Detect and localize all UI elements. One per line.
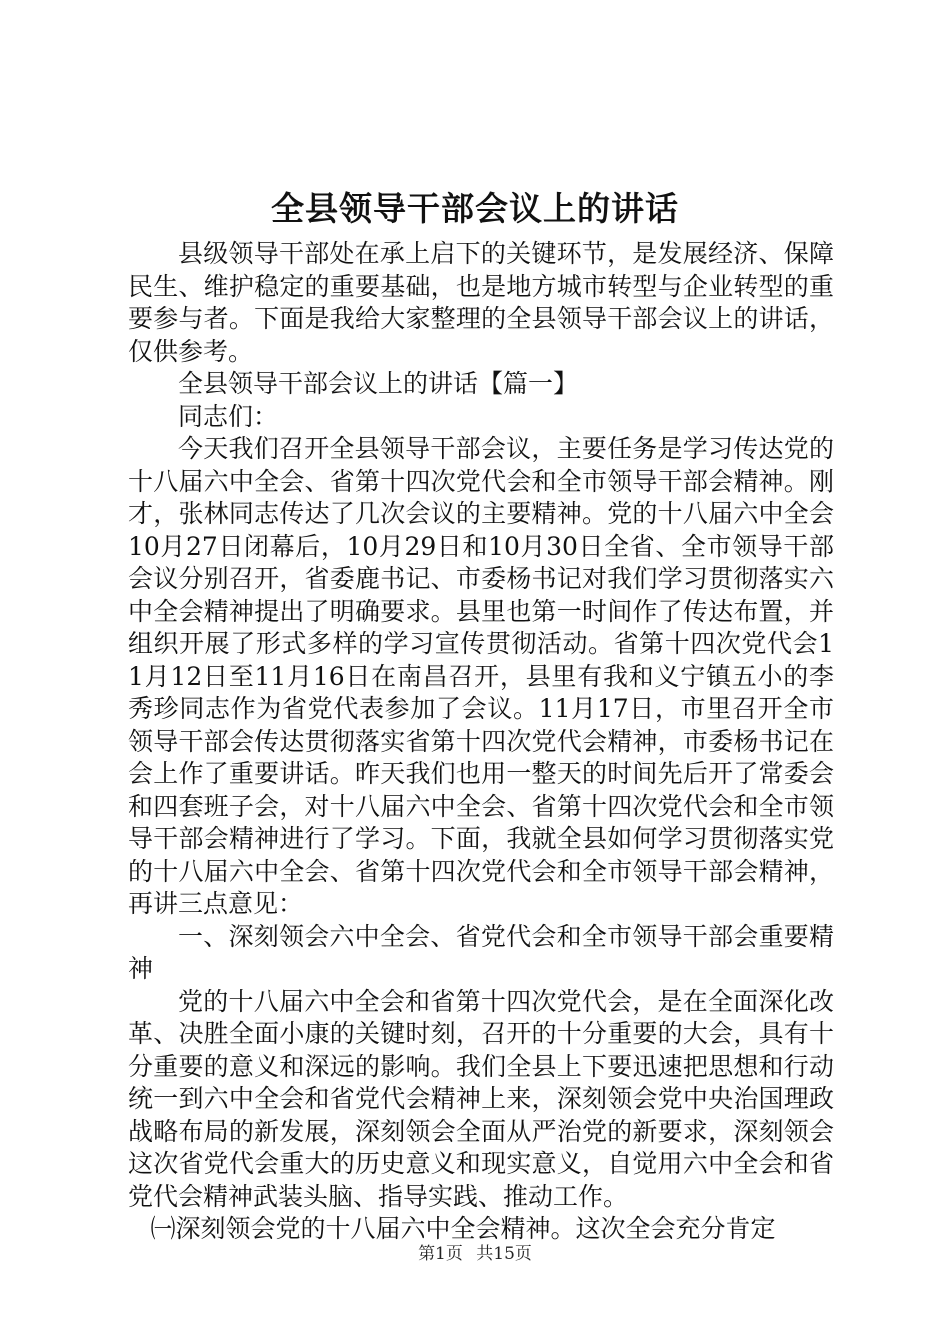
point-heading: 一、深刻领会六中全会、省党代会和全市领导干部会重要精神 — [128, 921, 834, 983]
section-heading: 全县领导干部会议上的讲话【篇一】 — [178, 369, 579, 398]
document-body — [128, 238, 834, 1246]
page-total: 共15页 — [476, 1244, 532, 1264]
salutation: 同志们： — [178, 401, 279, 431]
body-paragraph: 党的十八届六中全会和省第十四次党代会，是在全面深化改革、决胜全面小康的关键时刻，召开的十分重要的大会，具有十分重要的意义和深远的影响。我们全县上下要迅速把思想和行动统一到六中全会和省党代会精神上来，深刻领会党中央治国理政战略布局的新发展，深刻领会全面从严治党的新要求，深刻领会这次省党代会重大的历史意义和现实意义，自觉用六中全会和省党代会精神武装头脑、指导实践、推动工作。 — [128, 986, 834, 1211]
page-number: 第1页 — [418, 1244, 463, 1264]
sub-point-paragraph: ㈠深刻领会党的十八届六中全会精神。这次全会充分肯定 — [150, 1214, 776, 1243]
document-title: 全县领导干部会议上的讲话 — [271, 189, 679, 228]
body-paragraph: 今天我们召开全县领导干部会议，主要任务是学习传达党的十八届六中全会、省第十四次党代会和全市领导干部会精神。刚才，张林同志传达了几次会议的主要精神。党的十八届六中全会10月27日闭幕后，10月29日和10月30日全省、全市领导干部会议分别召开，省委鹿书记、市委杨书记对我们学习贯彻落实六中全会精神提出了明确要求。县里也第一时间作了传达布置，并组织开展了形式多样的学习宣传贯彻活动。省第十四次党代会11月12日至11月16日在南昌召开，县里有我和义宁镇五小的李秀珍同志作为省党代表参加了会议。11月17日，市里召开全市领导干部会传达贯彻落实省第十四次党代会精神，市委杨书记在会上作了重要讲话。昨天我们也用一整天的时间先后开了常委会和四套班子会，对十八届六中全会、省第十四次党代会和全市领导干部会精神进行了学习。下面，我就全县如何学习贯彻落实党的十八届六中全会、省第十四次党代会和全市领导干部会精神，再讲三点意见： — [128, 434, 834, 918]
page-footer — [0, 1243, 950, 1265]
intro-paragraph: 县级领导干部处在承上启下的关键环节，是发展经济、保障民生、维护稳定的重要基础，也是地方城市转型与企业转型的重要参与者。下面是我给大家整理的全县领导干部会议上的讲话，仅供参考。 — [128, 239, 834, 366]
